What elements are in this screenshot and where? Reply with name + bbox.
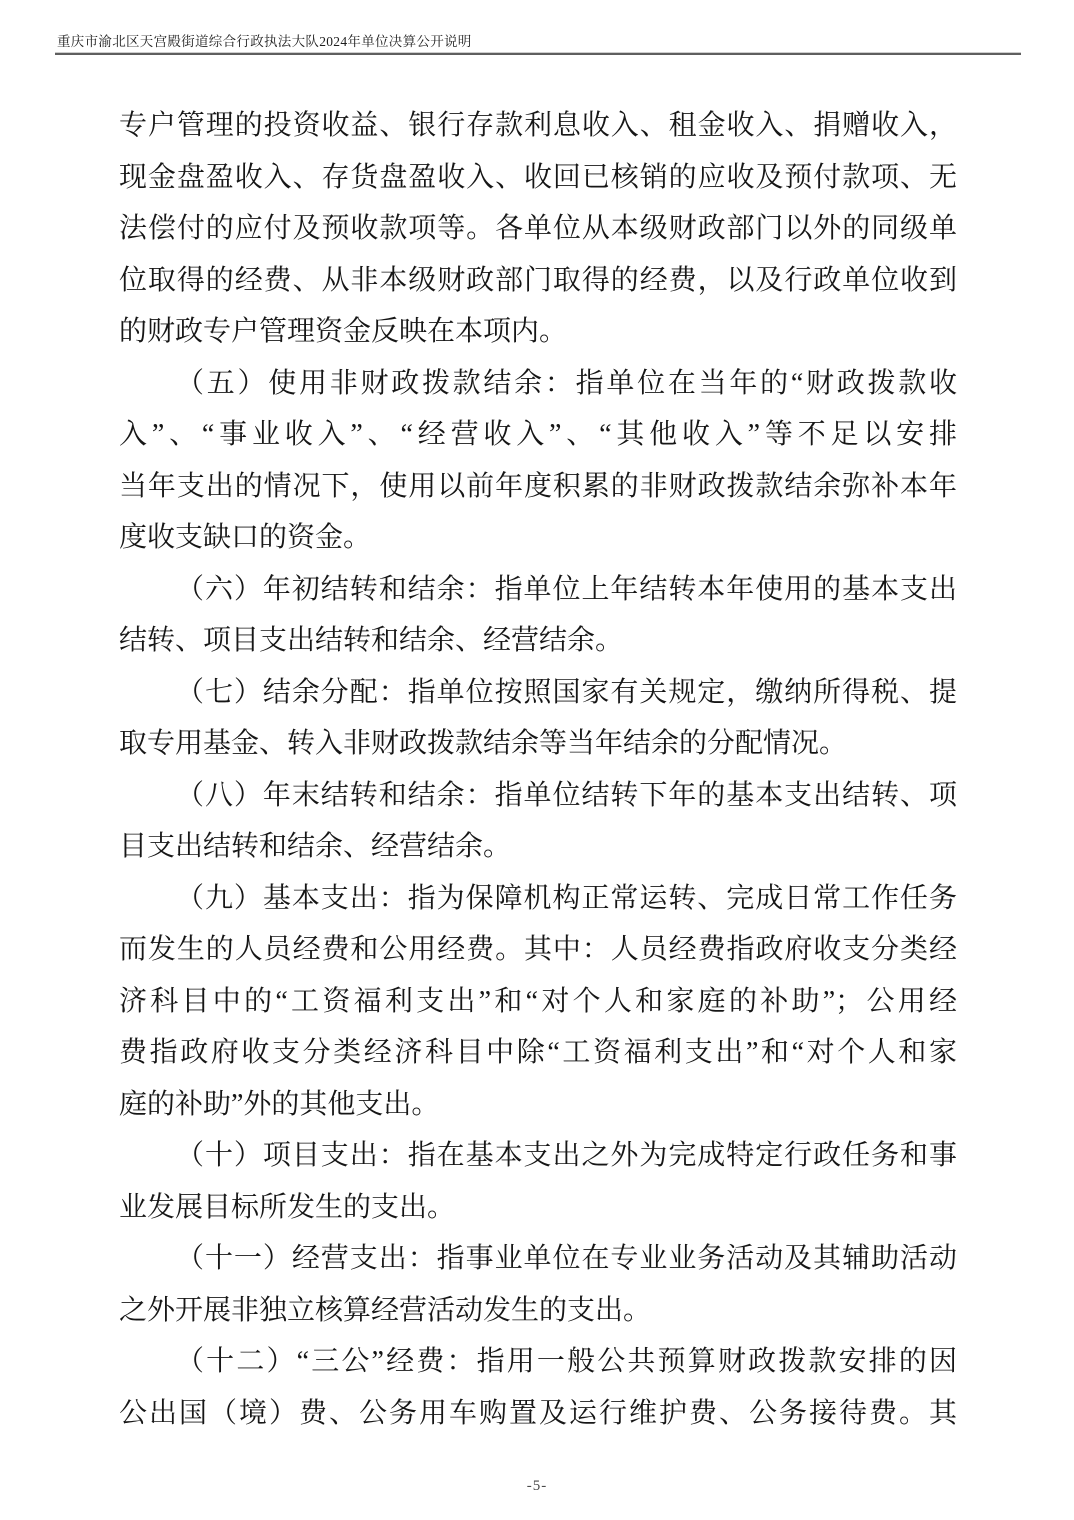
text-line: 取专用基金、转入非财政拨款结余等当年结余的分配情况。 (119, 728, 848, 759)
header-divider (55, 53, 1021, 55)
text-line: 庭的补助”外的其他支出。 (119, 1088, 440, 1120)
text-line: 而发生的人员经费和公用经费。其中：人员经费指政府收支分类经 (119, 934, 957, 965)
text-line: 入”、“事业收入”、“经营收入”、“其他收入”等不足以安排 (119, 419, 957, 450)
text-line: （十二）“三公”经费：指用一般公共预算财政拨款安排的因 (176, 1346, 957, 1377)
text-line: （六）年初结转和结余：指单位上年结转本年使用的基本支出 (176, 573, 957, 605)
text-line: 的财政专户管理资金反映在本项内。 (119, 316, 568, 347)
text-line: 结转、项目支出结转和结余、经营结余。 (119, 625, 624, 656)
text-line: 济科目中的“工资福利支出”和“对个人和家庭的补助”；公用经 (119, 985, 957, 1017)
text-line: 现金盘盈收入、存货盘盈收入、收回已核销的应收及预付款项、无 (119, 161, 957, 193)
text-line: 之外开展非独立核算经营活动发生的支出。 (119, 1294, 652, 1326)
text-line: 费指政府收支分类经济科目中除“工资福利支出”和“对个人和家 (119, 1037, 957, 1068)
page-number: -5- (526, 1478, 548, 1494)
header-title: 重庆市渝北区天宫殿街道综合行政执法大队2024年单位决算公开说明 (57, 34, 472, 49)
document-body (119, 100, 957, 1439)
text-line: 位取得的经费、从非本级财政部门取得的经费，以及行政单位收到 (119, 264, 957, 296)
text-line: 度收支缺口的资金。 (119, 522, 372, 553)
text-line: 公出国（境）费、公务用车购置及运行维护费、公务接待费。其 (119, 1397, 957, 1429)
text-line: 业发展目标所发生的支出。 (119, 1191, 456, 1223)
text-line: 当年支出的情况下，使用以前年度积累的非财政拨款结余弥补本年 (119, 470, 957, 502)
text-line: （十一）经营支出：指事业单位在专业业务活动及其辅助活动 (176, 1243, 957, 1274)
page-footer (0, 1478, 1074, 1495)
text-line: （五）使用非财政拨款结余：指单位在当年的“财政拨款收 (176, 367, 957, 399)
text-line: （八）年末结转和结余：指单位结转下年的基本支出结转、项 (176, 779, 957, 811)
text-line: （九）基本支出：指为保障机构正常运转、完成日常工作任务 (176, 882, 957, 914)
text-line: （七）结余分配：指单位按照国家有关规定，缴纳所得税、提 (176, 676, 957, 708)
text-line: （十）项目支出：指在基本支出之外为完成特定行政任务和事 (176, 1140, 957, 1171)
text-line: 专户管理的投资收益、银行存款利息收入、租金收入、捐赠收入， (119, 110, 957, 141)
text-line: 目支出结转和结余、经营结余。 (119, 831, 512, 862)
text-line: 法偿付的应付及预收款项等。各单位从本级财政部门以外的同级单 (119, 213, 957, 244)
